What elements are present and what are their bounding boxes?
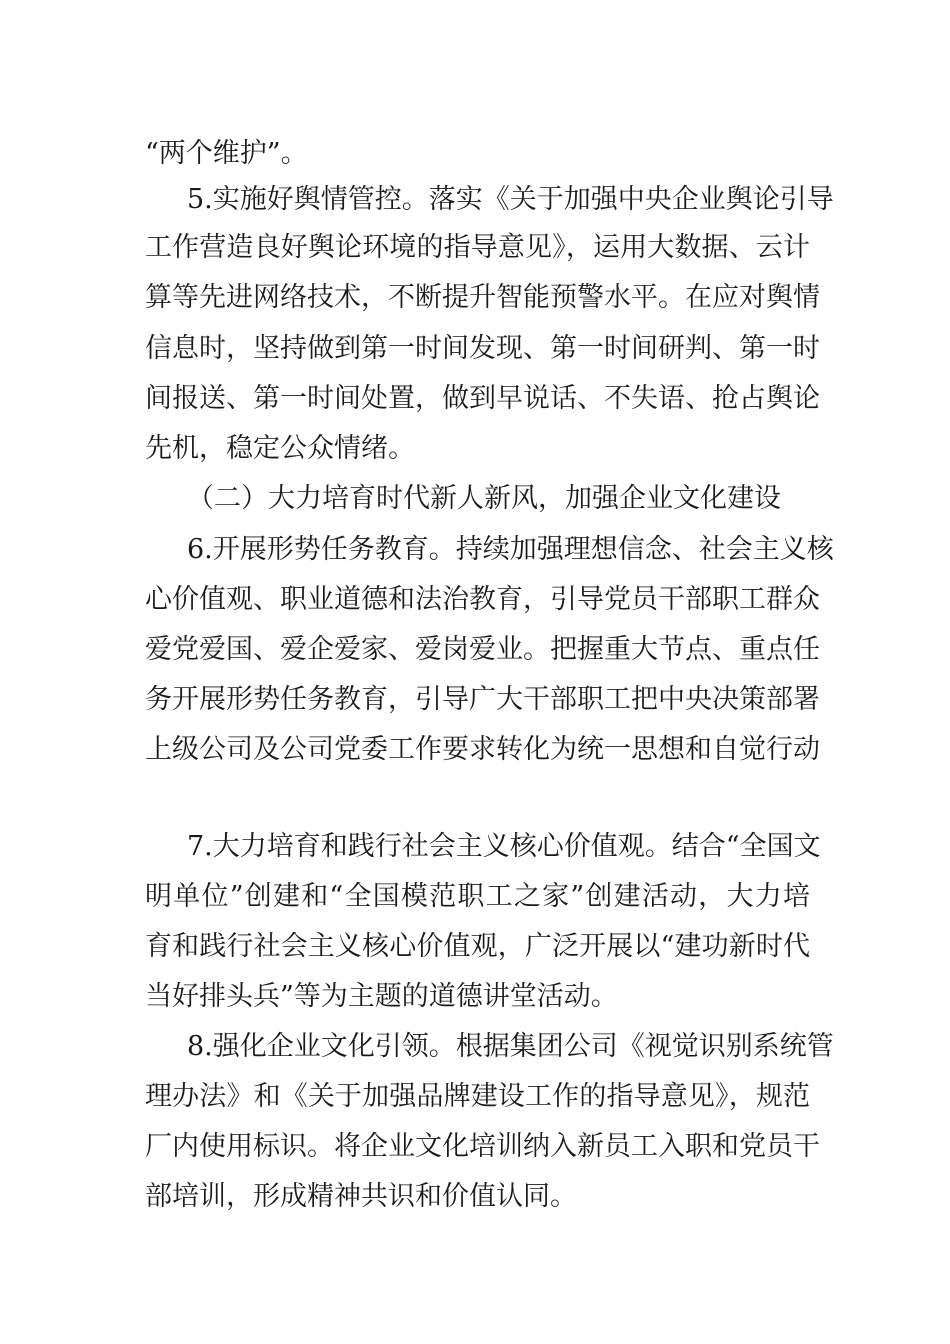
text-line: 心价值观、职业道德和法治教育，引导党员干部职工群众 bbox=[145, 584, 820, 615]
text-line: 爱党爱国、爱企爱家、爱岗爱业。把握重大节点、重点任 bbox=[145, 634, 820, 665]
paragraph-8-line: 8.强化企业文化引领。根据集团公司《视觉识别系统管 bbox=[187, 1031, 834, 1062]
text-line: 间报送、第一时间处置，做到早说话、不失语、抢占舆论 bbox=[145, 383, 820, 414]
text-line: 明单位”创建和“全国模范职工之家”创建活动，大力培 bbox=[145, 881, 810, 912]
text-line: 育和践行社会主义核心价值观，广泛开展以“建功新时代 bbox=[145, 931, 810, 962]
text-line: 当好排头兵”等为主题的道德讲堂活动。 bbox=[145, 981, 618, 1012]
section-heading: （二）大力培育时代新人新风，加强企业文化建设 bbox=[187, 483, 781, 514]
text-line: “两个维护”。 bbox=[145, 138, 308, 169]
text-line: 上级公司及公司党委工作要求转化为统一思想和自觉行动 bbox=[145, 734, 820, 765]
text-line: 工作营造良好舆论环境的指导意见》，运用大数据、云计 bbox=[145, 232, 810, 263]
paragraph-5-line: 5.实施好舆情管控。落实《关于加强中央企业舆论引导 bbox=[187, 184, 834, 215]
paragraph-7-line: 7.大力培育和践行社会主义核心价值观。结合“全国文 bbox=[187, 831, 821, 862]
paragraph-6-line: 6.开展形势任务教育。持续加强理想信念、社会主义核 bbox=[187, 534, 834, 565]
text-line: 理办法》和《关于加强品牌建设工作的指导意见》，规范 bbox=[145, 1081, 810, 1112]
text-line: 先机，稳定公众情绪。 bbox=[145, 433, 415, 464]
text-line: 务开展形势任务教育，引导广大干部职工把中央决策部署 bbox=[145, 684, 820, 715]
text-line: 厂内使用标识。将企业文化培训纳入新员工入职和党员干 bbox=[145, 1131, 820, 1162]
text-line: 部培训，形成精神共识和价值认同。 bbox=[145, 1181, 577, 1212]
text-line: 信息时，坚持做到第一时间发现、第一时间研判、第一时 bbox=[145, 333, 820, 364]
text-line: 算等先进网络技术，不断提升智能预警水平。在应对舆情 bbox=[145, 282, 820, 313]
